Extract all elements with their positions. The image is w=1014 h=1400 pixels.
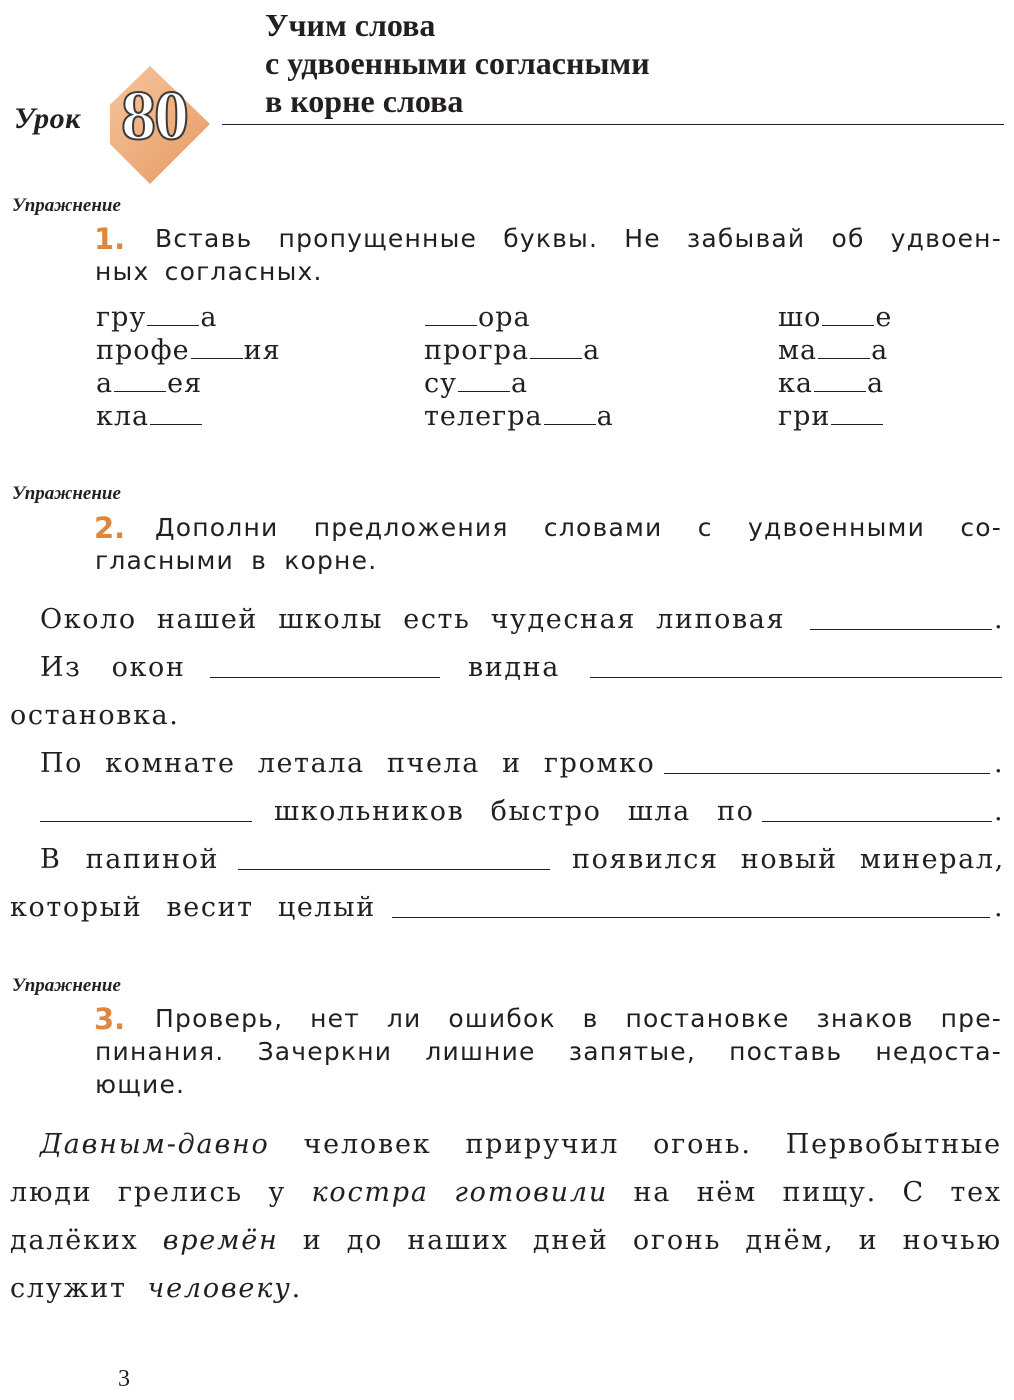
- exercise-number: 2.: [94, 511, 126, 545]
- header-rule: [222, 124, 1004, 125]
- exercise-number: 1.: [94, 222, 126, 256]
- answer-blank[interactable]: [814, 369, 866, 392]
- paragraph-line: люди грелись у костра готовили на нём пищу. С тех: [10, 1177, 1002, 1208]
- exercise-task-line: Дополни предложения словами с удвоенными со-: [155, 513, 1002, 542]
- answer-blank[interactable]: [544, 402, 596, 425]
- answer-line[interactable]: [810, 605, 992, 630]
- word-gap-item: телегра а: [424, 401, 614, 432]
- answer-line[interactable]: [238, 845, 550, 870]
- page-number: 3: [118, 1366, 130, 1392]
- title-line: с удвоенными согласными: [265, 45, 650, 81]
- answer-blank[interactable]: [822, 303, 874, 326]
- answer-blank[interactable]: [150, 402, 202, 425]
- title-line: Учим слова: [265, 7, 436, 43]
- sentence-line: По комнате летала пчела и громко .: [40, 748, 1005, 779]
- word-gap-item: су а: [424, 368, 529, 399]
- sentence-line: В папиной появился новый минерал,: [40, 844, 1005, 875]
- word-gap-item: ма а: [778, 335, 889, 366]
- sentence-line: остановка.: [10, 700, 180, 731]
- exercise-task-line: ющие.: [95, 1070, 186, 1099]
- sentence-line: Около нашей школы есть чудесная липовая .: [40, 604, 1005, 635]
- answer-line[interactable]: [762, 797, 992, 822]
- answer-line[interactable]: [664, 749, 990, 774]
- answer-line[interactable]: [210, 653, 440, 678]
- exercise-task-line: Вставь пропущенные буквы. Не забывай об удвоен-: [155, 224, 1002, 253]
- answer-line[interactable]: [590, 653, 1002, 678]
- exercise-task-line: гласными в корне.: [95, 546, 378, 575]
- answer-blank[interactable]: [425, 303, 477, 326]
- answer-blank[interactable]: [818, 336, 870, 359]
- paragraph-line: служит человеку.: [10, 1273, 302, 1304]
- word-gap-item: ка а: [778, 368, 885, 399]
- word-gap-item: профе ия: [96, 335, 281, 366]
- paragraph-line: Давным-давно человек приручил огонь. Первобытные: [40, 1129, 1002, 1160]
- answer-blank[interactable]: [114, 369, 166, 392]
- sentence-line: Из окон видна: [40, 651, 1002, 685]
- sentence-line: школьников быстро шла по .: [40, 795, 1002, 829]
- paragraph-line: далёких времён и до наших дней огонь днём, и ночью: [10, 1225, 1002, 1256]
- exercise-task-line: Проверь, нет ли ошибок в постановке знаков пре-: [155, 1004, 1002, 1033]
- word-gap-item: ора: [424, 303, 531, 333]
- word-gap-item: гру а: [96, 302, 218, 333]
- exercise-task-line: пинания. Зачеркни лишние запятые, поставь недоста-: [95, 1037, 1002, 1066]
- title-line: в корне слова: [265, 83, 464, 119]
- answer-blank[interactable]: [458, 369, 510, 392]
- exercise-caption: Упражнение: [12, 483, 121, 504]
- answer-blank[interactable]: [530, 336, 582, 359]
- exercise-caption: Упражнение: [12, 975, 121, 996]
- lesson-label: Урок: [14, 102, 81, 135]
- exercise-caption: Упражнение: [12, 195, 121, 216]
- answer-blank[interactable]: [147, 303, 199, 326]
- word-gap-item: шо е: [778, 302, 893, 333]
- answer-line[interactable]: [392, 893, 990, 918]
- word-gap-item: кла: [96, 402, 203, 432]
- answer-blank[interactable]: [831, 402, 883, 425]
- sentence-line: который весит целый .: [10, 892, 1005, 923]
- word-gap-item: програ а: [424, 335, 601, 366]
- lesson-title: [265, 6, 650, 120]
- word-gap-item: а ея: [96, 368, 203, 399]
- word-gap-item: гри: [778, 402, 884, 432]
- answer-blank[interactable]: [191, 336, 243, 359]
- exercise-task-line: ных согласных.: [95, 257, 323, 286]
- lesson-number: 80: [121, 78, 187, 155]
- answer-line[interactable]: [40, 797, 252, 822]
- exercise-number: 3.: [94, 1002, 126, 1036]
